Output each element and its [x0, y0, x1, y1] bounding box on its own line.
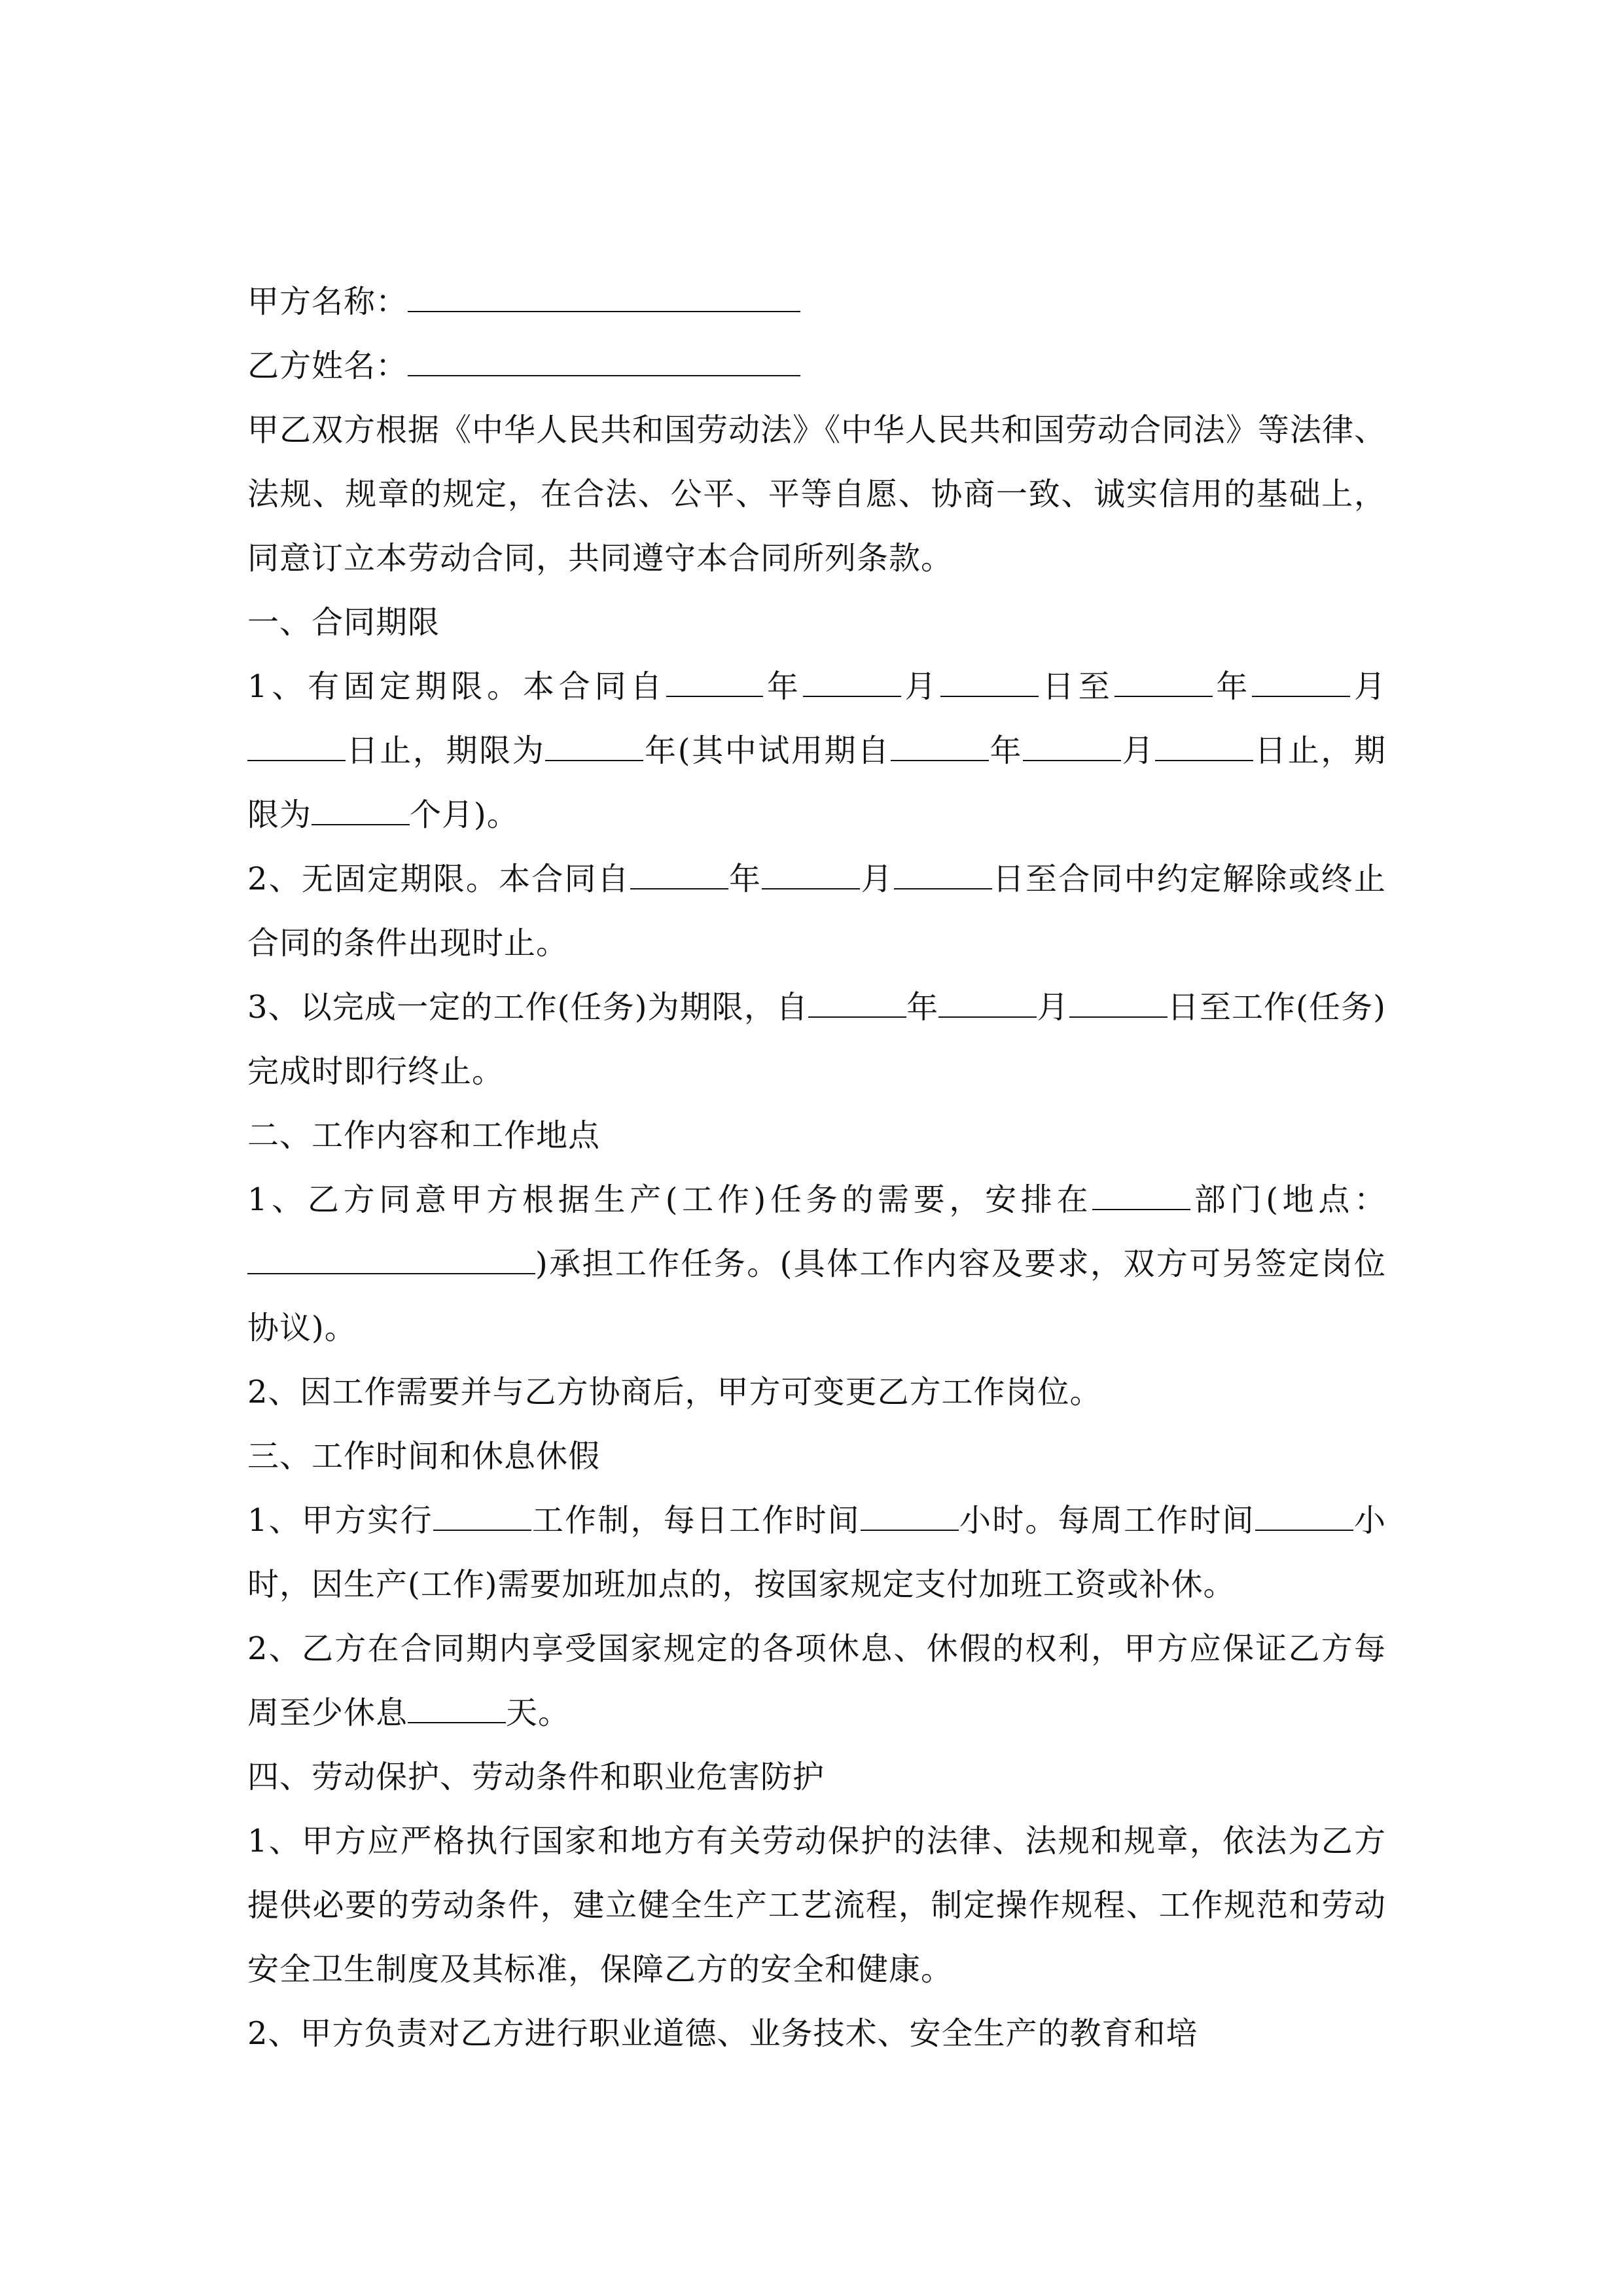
text-segment: 个月)。	[410, 797, 519, 833]
party-b-field	[247, 334, 1386, 398]
party-a-blank[interactable]	[408, 281, 800, 312]
task-start-day-blank[interactable]	[1069, 986, 1168, 1018]
text-segment: 日至工作(任务)完成时即行终止。	[247, 989, 1386, 1090]
text-segment: 年	[1212, 668, 1253, 705]
text-segment: 年	[763, 668, 803, 705]
probation-month-blank[interactable]	[1023, 730, 1121, 761]
text-segment: 1、甲方实行	[247, 1502, 433, 1539]
section-2-item-2: 2、因工作需要并与乙方协商后，甲方可变更乙方工作岗位。	[247, 1374, 1102, 1410]
start-year-blank[interactable]	[666, 666, 763, 697]
text-segment: 小时，因生产(工作)需要加班加点的，按国家规定支付加班工资或补休。	[247, 1502, 1386, 1603]
text-segment: 年	[906, 989, 939, 1026]
text-segment: 年	[728, 861, 762, 897]
weekly-hours-blank[interactable]	[1255, 1499, 1353, 1531]
text-segment: 小时。每周工作时间	[958, 1502, 1255, 1539]
party-b-blank[interactable]	[408, 345, 800, 376]
section-2-item-1	[247, 1168, 1386, 1360]
section-3-item-2	[247, 1617, 1386, 1745]
text-segment: 3、以完成一定的工作(任务)为期限，自	[247, 989, 809, 1026]
text-segment: 日至	[1039, 668, 1115, 705]
contract-body	[247, 270, 1386, 2066]
text-segment: 部门(地点：	[1190, 1181, 1386, 1218]
end-month-blank[interactable]	[1252, 666, 1350, 697]
text-segment: 日至合同中约定解除或终止合同的条件出现时止。	[247, 861, 1386, 961]
open-start-day-blank[interactable]	[894, 858, 992, 889]
department-blank[interactable]	[1092, 1179, 1190, 1210]
party-a-field	[247, 270, 1386, 334]
section-2-heading: 二、工作内容和工作地点	[247, 1117, 601, 1154]
open-start-year-blank[interactable]	[630, 858, 728, 889]
section-1-heading: 一、合同期限	[247, 604, 440, 641]
intro-paragraph: 甲乙双方根据《中华人民共和国劳动法》《中华人民共和国劳动合同法》等法律、法规、规章的规定，在合法、公平、平等自愿、协商一致、诚实信用的基础上，同意订立本劳动合同，共同遵守本合同所列条款。	[247, 412, 1387, 577]
probation-day-blank[interactable]	[1155, 730, 1253, 761]
text-segment: 月	[901, 668, 941, 705]
end-day-blank[interactable]	[247, 730, 346, 761]
text-segment: 日止，期限为	[247, 732, 1386, 833]
section-1-item-2	[247, 847, 1386, 975]
text-segment: 年(其中试用期自	[643, 732, 891, 769]
text-segment: 工作制，每日工作时间	[531, 1502, 861, 1539]
daily-hours-blank[interactable]	[861, 1499, 959, 1531]
text-segment: 月	[1121, 732, 1156, 769]
text-segment: 月	[1037, 989, 1069, 1026]
work-system-blank[interactable]	[433, 1499, 531, 1531]
probation-year-blank[interactable]	[891, 730, 989, 761]
section-1-item-1	[247, 655, 1386, 847]
text-segment: 1、乙方同意甲方根据生产(工作)任务的需要，安排在	[247, 1181, 1093, 1218]
section-3-heading: 三、工作时间和休息休假	[247, 1438, 601, 1475]
text-segment: 2、乙方在合同期内享受国家规定的各项休息、休假的权利，甲方应保证乙方每周至少休息	[247, 1630, 1386, 1731]
text-segment: 年	[988, 732, 1024, 769]
text-segment: 月	[1350, 668, 1386, 705]
text-segment: 月	[860, 861, 894, 897]
text-segment: )承担工作任务。(具体工作内容及要求，双方可另签定岗位协议)。	[247, 1246, 1386, 1346]
party-b-label: 乙方姓名：	[247, 348, 408, 384]
probation-months-blank[interactable]	[312, 794, 410, 825]
text-segment: 1、有固定期限。本合同自	[247, 668, 667, 705]
text-segment: 天。	[506, 1695, 571, 1731]
section-4-item-1: 1、甲方应严格执行国家和地方有关劳动保护的法律、法规和规章，依法为乙方提供必要的劳动条件，建立健全生产工艺流程，制定操作规程、工作规范和劳动安全卫生制度及其标准，保障乙方的安全和健康。	[247, 1823, 1386, 1988]
task-start-year-blank[interactable]	[808, 986, 906, 1018]
section-4-item-2: 2、甲方负责对乙方进行职业道德、业务技术、安全生产的教育和培	[247, 2015, 1198, 2052]
party-a-label: 甲方名称：	[247, 283, 408, 320]
text-segment: 2、无固定期限。本合同自	[247, 861, 630, 897]
start-month-blank[interactable]	[803, 666, 901, 697]
start-day-blank[interactable]	[940, 666, 1039, 697]
term-years-blank[interactable]	[545, 730, 643, 761]
section-1-item-3	[247, 975, 1386, 1103]
rest-days-blank[interactable]	[408, 1692, 506, 1723]
task-start-month-blank[interactable]	[938, 986, 1037, 1018]
text-segment: 日止，期限为	[346, 732, 546, 769]
location-blank[interactable]	[247, 1243, 535, 1274]
section-4-heading: 四、劳动保护、劳动条件和职业危害防护	[247, 1759, 825, 1795]
section-3-item-1	[247, 1488, 1386, 1617]
end-year-blank[interactable]	[1115, 666, 1213, 697]
open-start-month-blank[interactable]	[762, 858, 860, 889]
